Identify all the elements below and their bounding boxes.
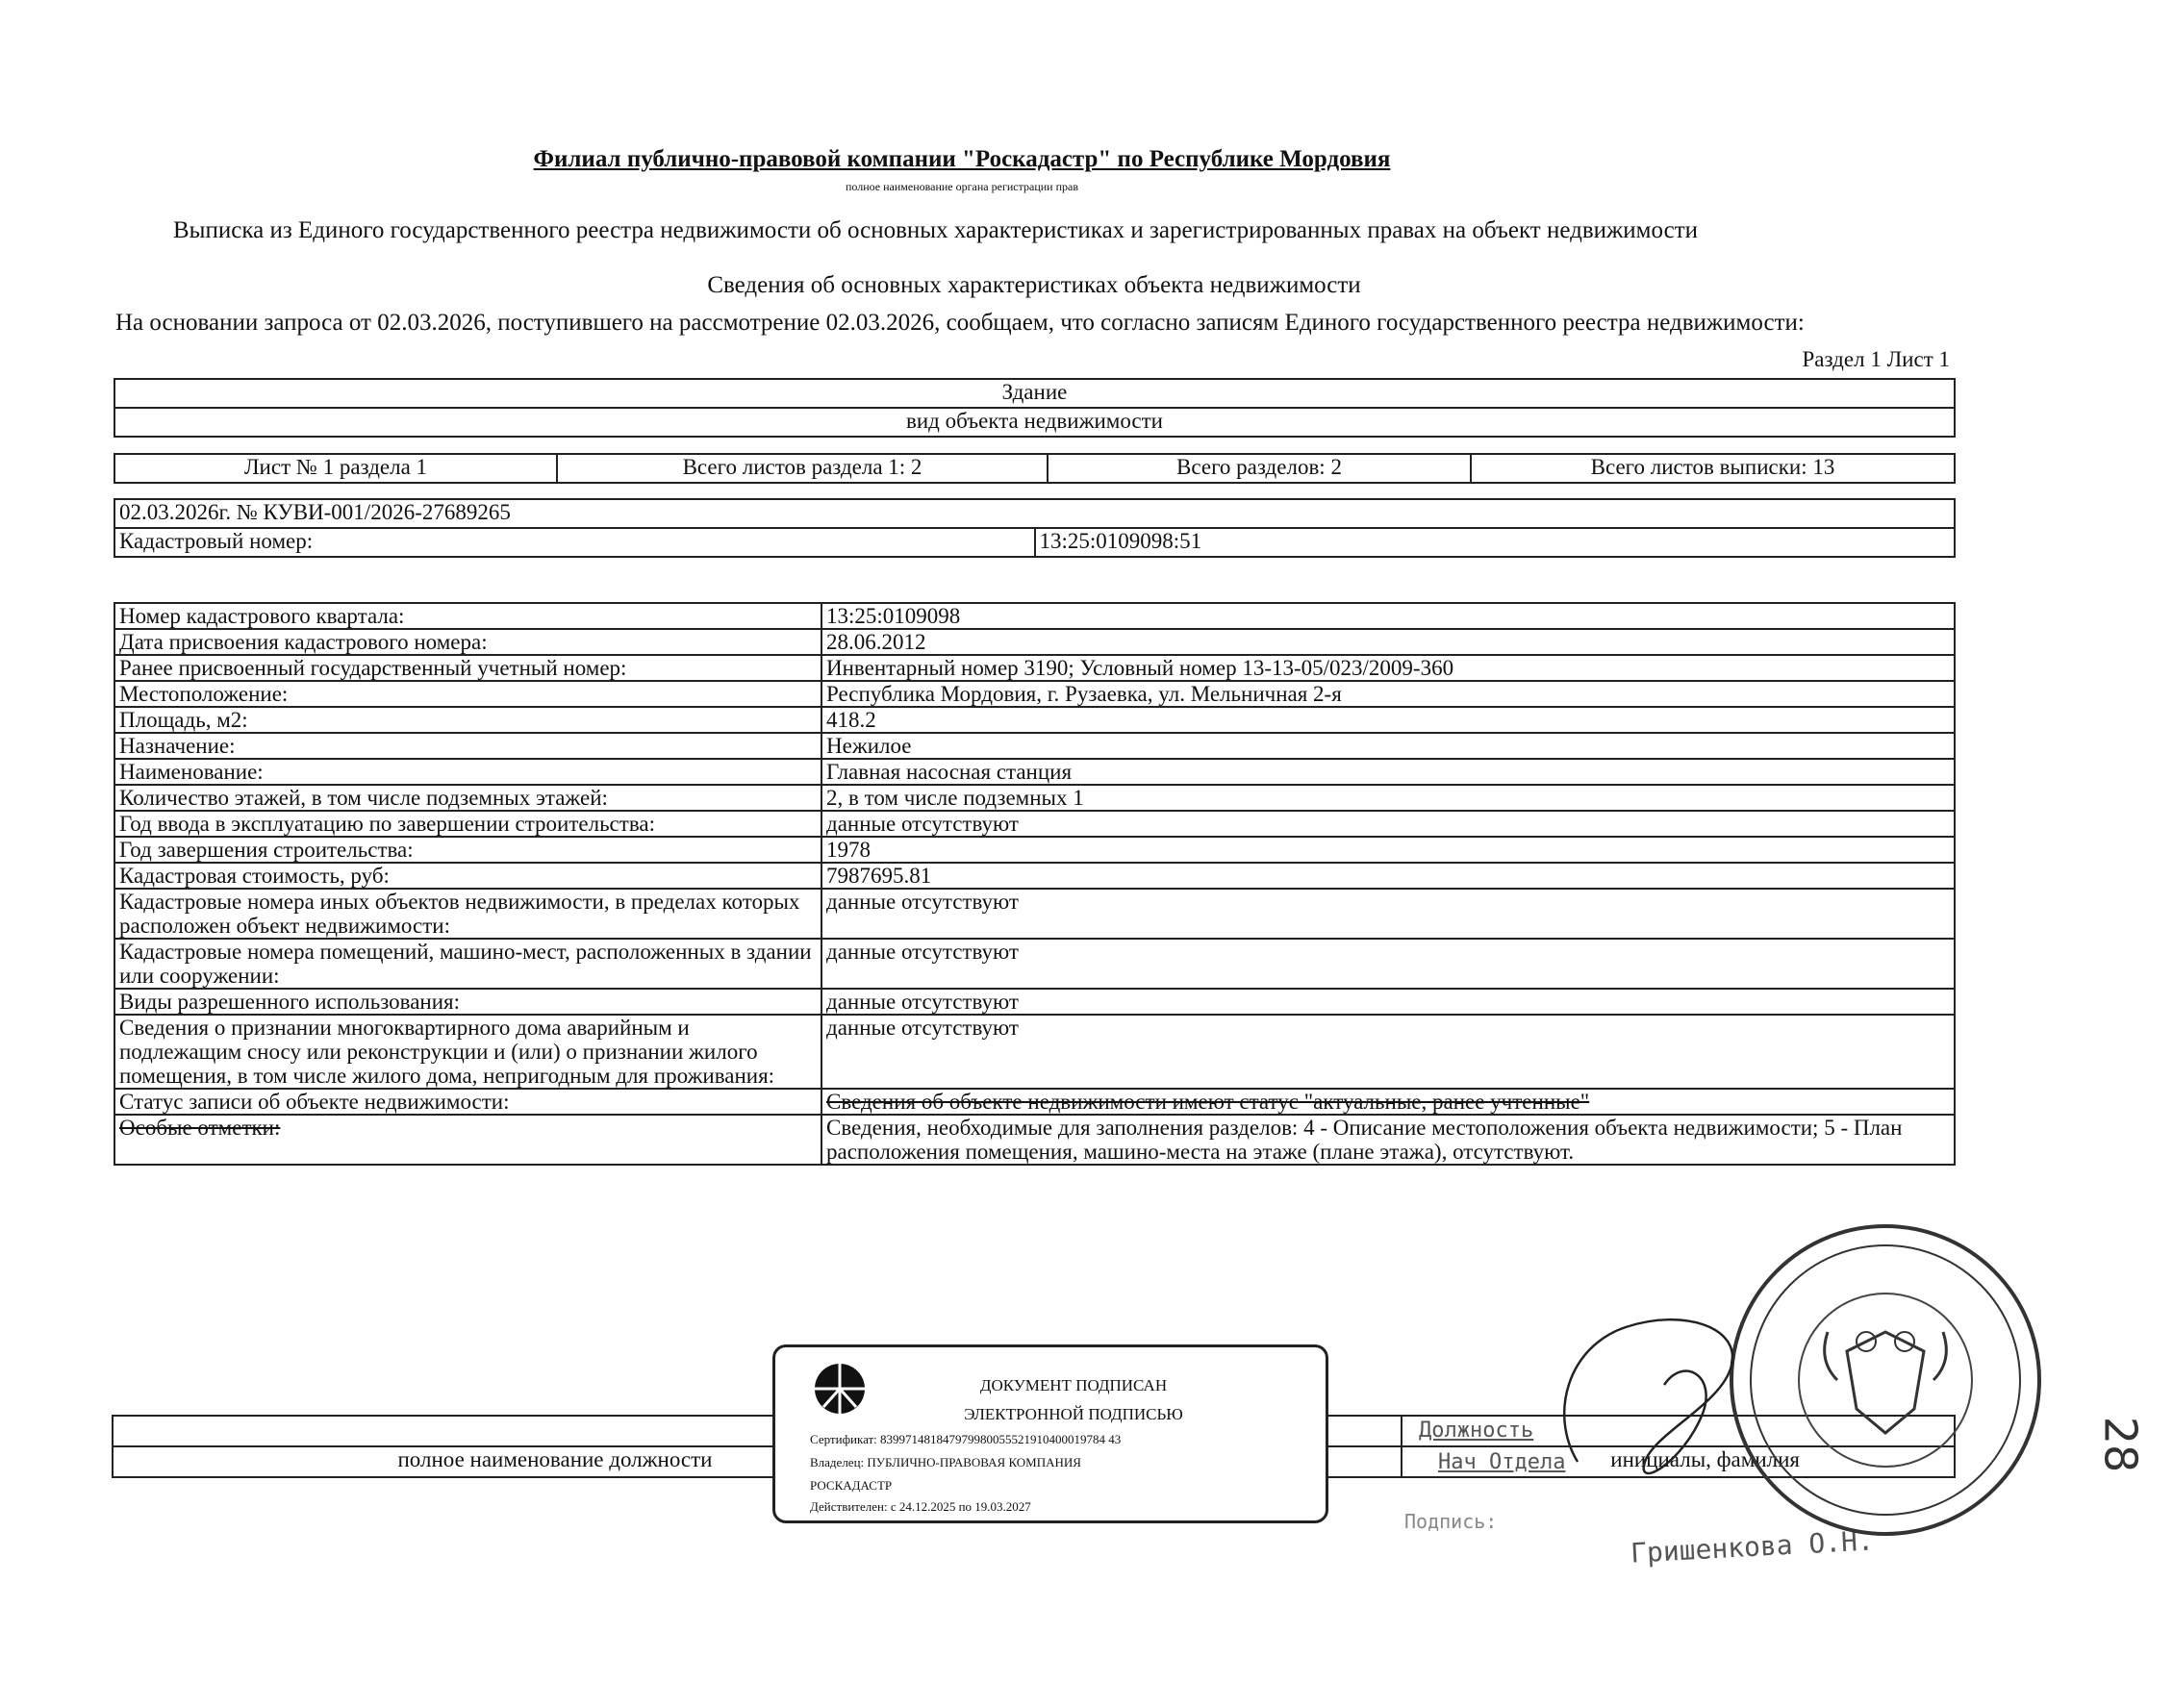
row-label: Количество этажей, в том числе подземных этажей: [114,785,821,811]
table-row [114,811,1955,837]
stamp-signature-label: Подпись: [1404,1510,1498,1533]
object-type-table [114,378,1956,438]
row-value: данные отсутствуют [821,811,1955,837]
row-value: 7987695.81 [821,863,1955,889]
sheet-indicator: Раздел 1 Лист 1 [1802,347,1950,371]
table-row [114,733,1955,759]
row-label: Кадастровая стоимость, руб: [114,863,821,889]
row-label: Виды разрешенного использования: [114,989,821,1015]
esign-validity: Действителен: с 24.12.2025 по 19.03.2027 [810,1499,1031,1514]
table-row [114,629,1955,655]
stamp-position-label: Должность [1419,1419,1534,1443]
row-value: Инвентарный номер 3190; Условный номер 13-13-05/023/2009-360 [821,655,1955,681]
handwritten-signature-icon [1539,1269,1789,1500]
org-caption: полное наименование органа регистрации прав [845,180,1079,193]
row-label: Статус записи об объекте недвижимости: [114,1089,821,1115]
cadastral-label: Кадастровый номер: [114,528,1035,557]
esign-certificate: Сертификат: 839971481847979980055521910400019784 43 [810,1432,1122,1446]
esign-owner2: РОСКАДАСТР [810,1478,893,1493]
row-label: Дата присвоения кадастрового номера: [114,629,821,655]
document-title: Выписка из Единого государственного реестра недвижимости об основных характеристиках и зарегистрированных правах на объект недвижимости [173,217,1699,243]
table-row [114,939,1955,989]
object-type-caption: вид объекта недвижимости [114,408,1955,437]
stamp-position-value: Нач Отдела [1438,1450,1566,1474]
row-value: Сведения, необходимые для заполнения разделов: 4 - Описание местоположения объекта недвижимости; 5 - План расположения помещения, машино-места на этаже (плане этажа), отсутствуют. [821,1115,1955,1165]
row-value: Сведения об объекте недвижимости имеют статус "актуальные, ранее учтенные" [821,1089,1955,1115]
row-value: 418.2 [821,707,1955,733]
row-value: 13:25:0109098 [821,603,1955,629]
table-row [114,707,1955,733]
electronic-signature-stamp [772,1344,1328,1523]
row-value: данные отсутствуют [821,889,1955,939]
row-value: 1978 [821,837,1955,863]
record-number: 02.03.2026г. № КУВИ-001/2026-27689265 [114,499,1955,528]
total-sections: Всего разделов: 2 [1048,454,1471,483]
row-label: Номер кадастрового квартала: [114,603,821,629]
intro-text: На основании запроса от 02.03.2026, поступившего на рассмотрение 02.03.2026, сообщаем, что согласно записям Единого государственного реестра недвижимости: [115,310,1805,336]
table-row [114,837,1955,863]
pages-table [114,453,1956,484]
row-value: данные отсутствуют [821,939,1955,989]
row-label: Ранее присвоенный государственный учетный номер: [114,655,821,681]
row-label: Кадастровые номера помещений, машино-мест, расположенных в здании или сооружении: [114,939,821,989]
object-type: Здание [114,379,1955,408]
total-sheets: Всего листов выписки: 13 [1471,454,1955,483]
table-row [114,989,1955,1015]
table-row [114,1089,1955,1115]
position-caption: полное наименование должности [113,1446,1402,1477]
row-value: данные отсутствуют [821,1015,1955,1089]
row-label: Площадь, м2: [114,707,821,733]
row-label: Наименование: [114,759,821,785]
stamp-name: Гришенкова О.Н. [1630,1524,1875,1570]
table-row [114,681,1955,707]
row-value: данные отсутствуют [821,989,1955,1015]
cadastral-value: 13:25:0109098:51 [1035,528,1956,557]
characteristics-table [114,602,1956,1166]
table-row [114,759,1955,785]
total-sheets-section: Всего листов раздела 1: 2 [557,454,1048,483]
document-subtitle: Сведения об основных характеристиках объекта недвижимости [707,272,1361,298]
row-value: 2, в том числе подземных 1 [821,785,1955,811]
esign-line1: ДОКУМЕНТ ПОДПИСАН [979,1376,1168,1394]
row-value: Нежилое [821,733,1955,759]
sheet-number: Лист № 1 раздела 1 [114,454,557,483]
row-label: Назначение: [114,733,821,759]
row-value: Республика Мордовия, г. Рузаевка, ул. Мельничная 2-я [821,681,1955,707]
row-label: Кадастровые номера иных объектов недвижимости, в пределах которых расположен объект недвижимости: [114,889,821,939]
table-row [114,655,1955,681]
table-row [114,603,1955,629]
margin-page-number: 28 [2094,1416,2147,1473]
row-label: Год ввода в эксплуатацию по завершении строительства: [114,811,821,837]
esign-line2: ЭЛЕКТРОННОЙ ПОДПИСЬЮ [964,1405,1183,1423]
table-row [114,1115,1955,1165]
table-row [114,785,1955,811]
table-row [114,1015,1955,1089]
esign-owner: Владелец: ПУБЛИЧНО-ПРАВОВАЯ КОМПАНИЯ [810,1455,1081,1469]
row-label: Особые отметки: [114,1115,821,1165]
row-label: Год завершения строительства: [114,837,821,863]
table-row [114,863,1955,889]
row-label: Местоположение: [114,681,821,707]
table-row [114,889,1955,939]
org-name: Филиал публично-правовой компании "Роскадастр" по Республике Мордовия [533,146,1391,172]
initials-caption: инициалы, фамилия [1402,1446,1955,1477]
row-label: Сведения о признании многоквартирного дома аварийным и подлежащим сносу или реконструкции и (или) о признании жилого помещения, в том числе жилого дома, непригодным для проживания: [114,1015,821,1089]
cadastral-table [114,498,1956,558]
row-value: 28.06.2012 [821,629,1955,655]
row-value: Главная насосная станция [821,759,1955,785]
